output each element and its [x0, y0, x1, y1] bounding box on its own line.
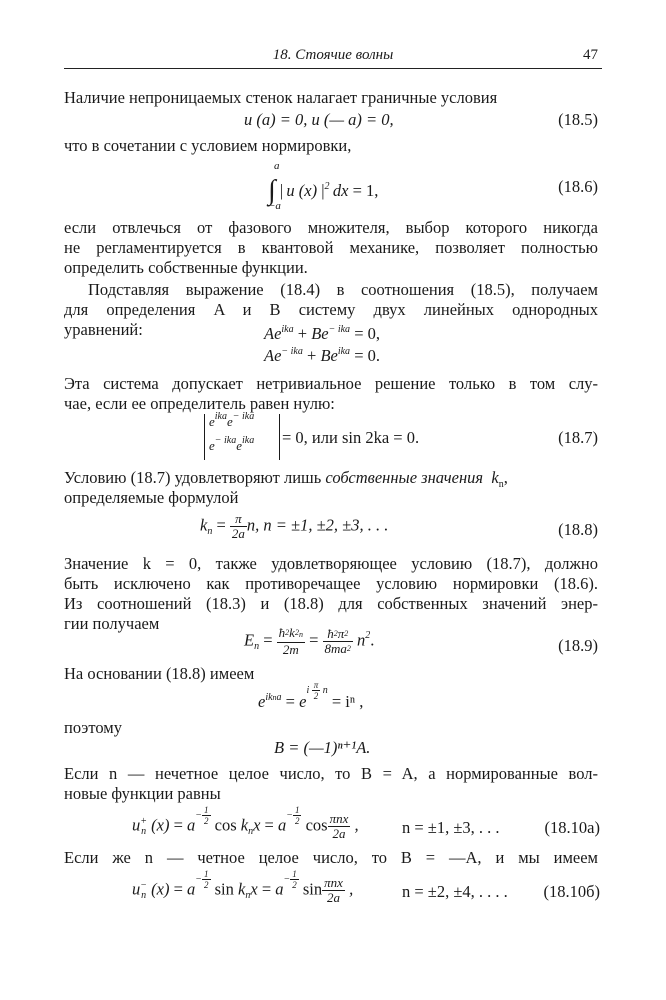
equation-18-10a-range: n = ±1, ±3, . . .: [402, 818, 500, 837]
integral-lower-limit: −a: [268, 200, 281, 212]
fraction-hbar2-kn2-over-2m: $\frac{ħ^2k^2n}{2m}$: [278, 625, 303, 657]
equation-number-18-5: (18.5): [558, 110, 598, 129]
integral-sign: ∫: [268, 175, 276, 206]
equation-18-10a: u+ n (x) = a− $\frac{1}{2}$ $\cos k_nx = a-$ $\frac{1}{2}$ cos $\frac{\text{πnx}}{2a}$ ,: [132, 805, 359, 841]
determinant-row-1: $e^{ika}e^{- ika}$: [209, 411, 255, 429]
equation-b-coefficient: B = (—1)ⁿ⁺¹A.: [274, 738, 371, 757]
paragraph-phase-line3: определить собственные функции.: [64, 258, 308, 277]
paragraph-eigenvalues-line2: определяемые формулой: [64, 488, 239, 507]
equation-exponent-rhs: = iⁿ ,: [331, 692, 364, 711]
equation-number-18-6: (18.6): [558, 177, 598, 196]
equation-number-18-7: (18.7): [558, 428, 598, 447]
running-header: [64, 44, 602, 68]
paragraph-odd-n-line2: новые функции равны: [64, 784, 221, 803]
header-rule: [64, 68, 602, 69]
eigenvalues-term: собственные значения: [325, 468, 484, 487]
equation-18-8-tail: n, n = ±1, ±2, ±3, . . .: [246, 515, 389, 535]
equation-exponent: $e^{ikna}$ = ei $\frac{\pi}{2}$ n = iⁿ ,: [258, 680, 364, 711]
paragraph-normalization: что в сочетании с условием нормировки,: [64, 136, 352, 155]
paragraph-substitution-line2: для определения A и B систему двух линейных однородных: [64, 300, 598, 319]
equation-18-6: ∫ | u (x) $|^2$ dx = 1,: [268, 175, 379, 206]
paragraph-boundary-conditions: Наличие непроницаемых стенок налагает граничные условия: [64, 88, 498, 107]
paragraph-determinant-line1: Эта система допускает нетривиальное решение только в том слу-: [64, 374, 598, 393]
fraction-pi-n-x-over-2a: $\frac{\text{πnx}}{2a}$: [329, 811, 349, 841]
paragraph-odd-n-line1: Если n — нечетное целое число, то B = A, а нормированные вол-: [64, 764, 598, 783]
fraction-pi-over-2a: $\frac{\pi}{2a}$: [231, 511, 245, 541]
paragraph-substitution-line1: Подставляя выражение (18.4) в соотношения (18.5), получаем: [88, 280, 598, 299]
equation-18-9: $E_n$ = $\frac{ħ^2k^2n}{2m}$ = $\frac{ħ^2\pi^2}{8ma^2}$ $n^2$.: [244, 625, 375, 657]
page-number: 47: [583, 47, 598, 63]
equation-number-18-10a: (18.10а): [544, 818, 600, 837]
equation-number-18-8: (18.8): [558, 520, 598, 539]
paragraph-therefore: поэтому: [64, 718, 122, 737]
paragraph-even-n: Если же n — четное целое число, то B = —A, и мы имеем: [64, 848, 598, 867]
system-equation-2: $Ae^{- ika} + Be^{ika} = 0$.: [264, 346, 380, 365]
paragraph-determinant-line2: чае, если ее определитель равен нулю:: [64, 394, 335, 413]
integral-upper-limit: a: [274, 160, 280, 172]
eigenvalues-lead-text: Условию (18.7) удовлетворяют лишь: [64, 468, 326, 487]
fraction-pi-n-x-over-2a-b: $\frac{\text{πnx}}{2a}$: [324, 875, 343, 905]
equation-18-5: u (a) = 0, u (— a) = 0,: [244, 110, 394, 129]
paragraph-phase-line1: если отвлечься от фазового множителя, выбор которого никогда: [64, 218, 598, 237]
paragraph-eigenvalues-line1: Условию (18.7) удовлетворяют лишь собственные значения $k_n$,: [64, 468, 508, 490]
determinant-row-2: $e^{- ika}e^{ika}$: [209, 435, 255, 453]
paragraph-based-on: На основании (18.8) имеем: [64, 664, 255, 683]
paragraph-k-zero-line2: быть исключено как противоречащее условию нормировки (18.6).: [64, 574, 598, 593]
equation-18-8: $k_n$ = $\frac{\pi}{2a}$ n, n = ±1, ±2, ±3, . . .: [200, 511, 389, 541]
paragraph-k-zero-line3: Из соотношений (18.3) и (18.8) для собственных значений энер-: [64, 594, 598, 613]
paragraph-k-zero-line4: гии получаем: [64, 614, 160, 633]
equation-number-18-9: (18.9): [558, 636, 598, 655]
paragraph-phase-line2: не регламентируется в квантовой механике, позволяет полностью: [64, 238, 598, 257]
equation-18-10b: u− n (x) = a− $\frac{1}{2}$ $\sin k_nx = a-$ $\frac{1}{2}$ sin $\frac{\text{πnx}}{2a}$ ,: [132, 869, 354, 905]
section-title: 18. Стоячие волны: [272, 47, 394, 63]
equation-18-7-rhs: = 0, или sin 2ka = 0.: [282, 428, 420, 447]
equation-18-10b-range: n = ±2, ±4, . . . .: [402, 882, 508, 901]
fraction-hbar2-pi2-over-8ma2: $\frac{ħ^2\pi^2}{8ma^2}$: [324, 626, 351, 656]
equation-number-18-10b: (18.10б): [543, 882, 600, 901]
paragraph-substitution-line3: уравнений:: [64, 320, 143, 339]
paragraph-k-zero-line1: Значение k = 0, также удовлетворяющее условию (18.7), должно: [64, 554, 598, 573]
system-equation-1: $Ae^{ika} + Be^{- ika} = 0$,: [264, 324, 380, 343]
